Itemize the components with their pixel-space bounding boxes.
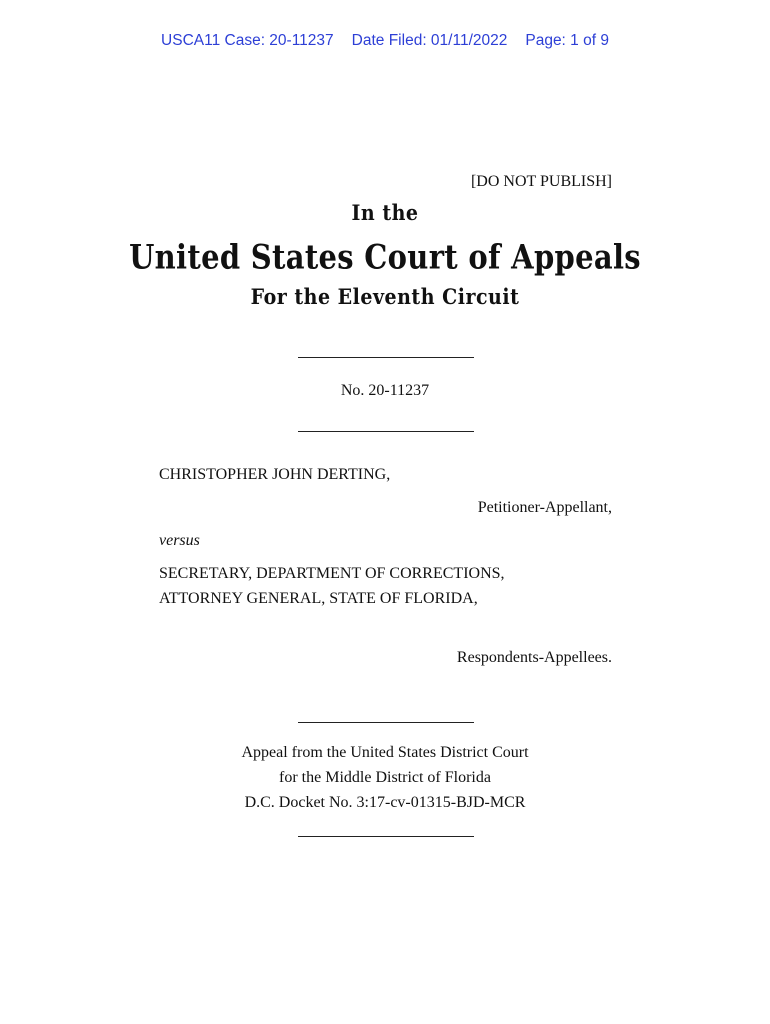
filing-stamp bbox=[0, 32, 770, 50]
stamp-page-count: Page: 1 of 9 bbox=[525, 32, 609, 49]
appellee-attorney-general: ATTORNEY GENERAL, STATE OF FLORIDA, bbox=[159, 590, 478, 607]
appellant-role: Petitioner-Appellant, bbox=[477, 499, 612, 516]
stamp-case-number: USCA11 Case: 20-11237 bbox=[161, 32, 334, 49]
court-circuit: For the Eleventh Circuit bbox=[250, 284, 520, 310]
case-number: No. 20-11237 bbox=[340, 382, 430, 399]
appellee-secretary: SECRETARY, DEPARTMENT OF CORRECTIONS, bbox=[159, 565, 505, 582]
court-name: United States Court of Appeals bbox=[129, 237, 641, 277]
stamp-date-filed: Date Filed: 01/11/2022 bbox=[351, 32, 508, 49]
divider-rule bbox=[298, 722, 474, 723]
appeal-origin-line-2: for the Middle District of Florida bbox=[279, 769, 491, 786]
appellant-name: CHRISTOPHER JOHN DERTING, bbox=[159, 466, 391, 483]
appeal-origin-line-1: Appeal from the United States District Court bbox=[241, 744, 529, 761]
publish-note: [DO NOT PUBLISH] bbox=[470, 173, 612, 190]
versus-label: versus bbox=[159, 532, 200, 549]
docket-number: D.C. Docket No. 3:17-cv-01315-BJD-MCR bbox=[244, 794, 526, 811]
appellee-role: Respondents-Appellees. bbox=[456, 649, 612, 666]
divider-rule bbox=[298, 836, 474, 837]
divider-rule bbox=[298, 431, 474, 432]
court-in-the: In the bbox=[351, 200, 419, 226]
divider-rule bbox=[298, 357, 474, 358]
